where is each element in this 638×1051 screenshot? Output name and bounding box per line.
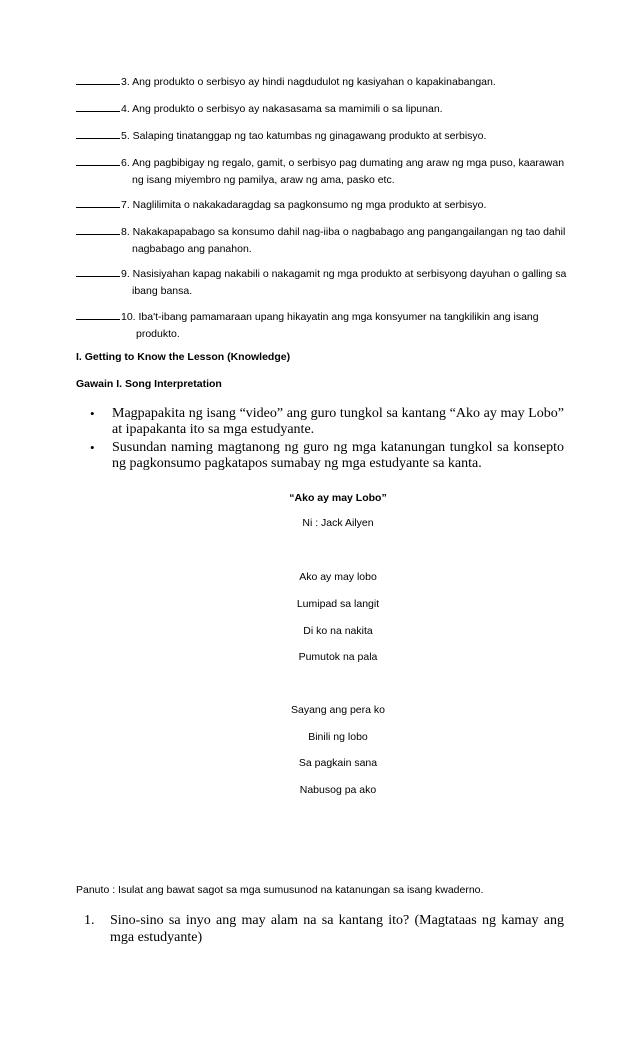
- item-text: 9. Nasisiyahan kapag nakabili o nakagamit ng mga produkto at serbisyong dayuhan o galling sa: [121, 268, 567, 280]
- item-text: 6. Ang pagbibigay ng regalo, gamit, o serbisyo pag dumating ang araw ng mga puso, kaarawan: [121, 157, 565, 169]
- fill-in-item-7: [76, 197, 576, 214]
- song-title: “Ako ay may Lobo”: [289, 492, 387, 504]
- lyric-line: Ako ay may lobo: [299, 571, 377, 583]
- bullet-item: [90, 406, 564, 438]
- fill-in-item-8: [76, 224, 576, 258]
- answer-blank[interactable]: [76, 155, 120, 166]
- item-text: 10. Iba't-ibang pamamaraan upang hikayatin ang mga konsyumer na tangkilikin ang isang: [121, 311, 539, 323]
- answer-blank[interactable]: [76, 101, 120, 112]
- item-text: 3. Ang produkto o serbisyo ay hindi nagdudulot ng kasiyahan o kapakinabangan.: [121, 76, 496, 88]
- activity-heading: Gawain I. Song Interpretation: [76, 378, 222, 390]
- answer-blank[interactable]: [76, 74, 120, 85]
- bullet-dot-icon: •: [90, 406, 95, 421]
- question-number: 1.: [84, 913, 95, 928]
- item-text: 5. Salaping tinatanggap ng tao katumbas ng ginagawang produkto at serbisyo.: [121, 130, 487, 142]
- answer-blank[interactable]: [76, 224, 120, 235]
- bullet-dot-icon: •: [90, 440, 95, 455]
- lyric-line: Lumipad sa langit: [296, 598, 380, 610]
- item-text: 8. Nakakapapabago sa konsumo dahil nag-iiba o nagbabago ang pangangailangan ng tao dahil: [121, 226, 566, 238]
- answer-blank[interactable]: [76, 128, 120, 139]
- answer-blank[interactable]: [76, 309, 120, 320]
- lyric-line: Nabusog pa ako: [299, 784, 377, 796]
- question-text: Sino-sino sa inyo ang may alam na sa kantang ito? (Magtataas ng kamay ang mga estudyante): [110, 913, 564, 945]
- lyric-line: Sa pagkain sana: [298, 757, 378, 769]
- bullet-text: Susundan naming magtanong ng guro ng mga katanungan tungkol sa konsepto ng pagkonsumo pagkatapos sumabay ng mga estudyante sa kanta.: [112, 440, 564, 471]
- item-text-continued: nagbabago ang panahon.: [132, 243, 252, 255]
- fill-in-item-10: [76, 309, 576, 343]
- item-text: 4. Ang produkto o serbisyo ay nakasasama sa mamimili o sa lipunan.: [121, 103, 443, 115]
- lyric-line: Binili ng lobo: [308, 731, 368, 743]
- fill-in-item-4: [76, 101, 576, 118]
- fill-in-item-3: [76, 74, 576, 91]
- song-author: Ni : Jack Ailyen: [302, 517, 374, 529]
- instructions: Panuto : Isulat ang bawat sagot sa mga sumusunod na katanungan sa isang kwaderno.: [76, 884, 484, 896]
- fill-in-item-5: [76, 128, 576, 145]
- lyric-line: Sayang ang pera ko: [291, 704, 385, 716]
- fill-in-item-6: [76, 155, 576, 189]
- instruction-bullets: [90, 406, 564, 474]
- lyric-line: Pumutok na pala: [298, 651, 378, 663]
- item-text-continued: ibang bansa.: [132, 285, 193, 297]
- answer-blank[interactable]: [76, 266, 120, 277]
- item-text-continued: produkto.: [136, 328, 180, 340]
- bullet-item: [90, 440, 564, 472]
- fill-in-item-9: [76, 266, 576, 300]
- section-heading: I. Getting to Know the Lesson (Knowledge): [76, 351, 291, 363]
- question-item: [84, 912, 564, 946]
- bullet-text: Magpapakita ng isang “video” ang guro tungkol sa kantang “Ako ay may Lobo” at ipapakanta ito sa mga estudyante.: [112, 406, 564, 437]
- lyric-line: Di ko na nakita: [303, 625, 373, 637]
- item-text-continued: ng isang miyembro ng pamilya, araw ng ama, pasko etc.: [132, 174, 395, 186]
- answer-blank[interactable]: [76, 197, 120, 208]
- item-text: 7. Naglilimita o nakakadaragdag sa pagkonsumo ng mga produkto at serbisyo.: [121, 199, 487, 211]
